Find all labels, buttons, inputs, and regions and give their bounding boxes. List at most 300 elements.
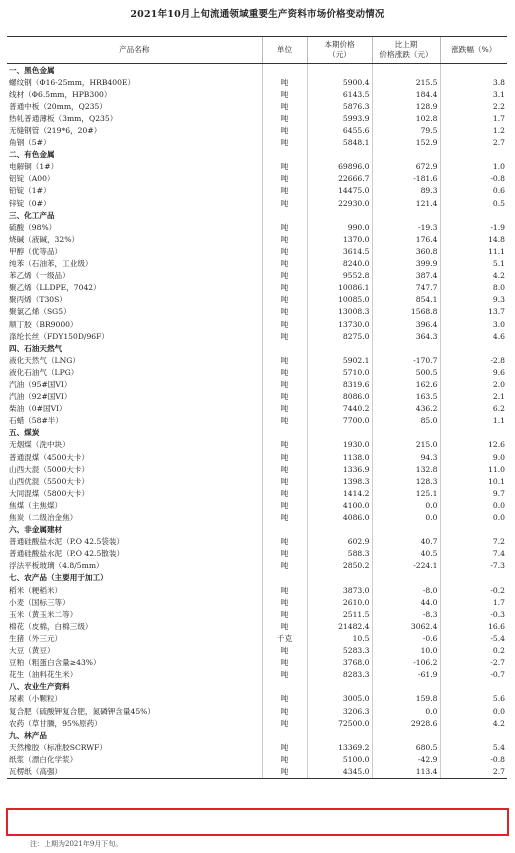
change-cell: 387.4 [372,270,440,282]
price-cell: 2850.2 [307,560,372,572]
empty-cell [372,64,440,77]
price-cell: 72500.0 [307,717,372,729]
table-row [7,366,507,378]
product-name: 热轧普通薄板（3mm，Q235） [9,113,118,123]
table-row [7,499,507,511]
header-price: 本期价格 （元） [307,37,372,64]
table-row [7,717,507,729]
unit-cell: 吨 [262,233,307,245]
price-cell: 10.5 [307,632,372,644]
product-name: 焦炭（二级冶金焦） [9,513,78,523]
unit-cell: 吨 [262,306,307,318]
table-row [7,765,507,778]
category-row [7,64,507,77]
price-cell: 10085.0 [307,294,372,306]
header-pct: 涨跌幅（%） [440,37,507,64]
product-name: 花生（油料花生米） [9,670,78,680]
product-name: 山西大混（5000大卡） [9,464,90,474]
table-row [7,221,507,233]
change-cell: 44.0 [372,596,440,608]
unit-cell: 吨 [262,741,307,753]
product-name: 电解铜（1#） [9,162,59,172]
table-row [7,124,507,136]
empty-cell [440,524,507,536]
price-cell: 7700.0 [307,415,372,427]
product-name: 普通中板（20mm，Q235） [9,101,107,111]
unit-cell: 吨 [262,258,307,270]
change-cell: 500.5 [372,366,440,378]
pct-cell: 12.6 [440,439,507,451]
product-name: 聚丙烯（T30S） [9,295,67,305]
unit-cell: 吨 [262,76,307,88]
product-name: 液化石油气（LPG） [9,367,79,377]
empty-cell [440,427,507,439]
product-name: 液化天然气（LNG） [9,355,80,365]
pct-cell: -5.4 [440,632,507,644]
unit-cell: 吨 [262,161,307,173]
pct-cell: -2.7 [440,657,507,669]
product-name: 柴油（0#国VI） [9,404,67,414]
change-cell: 132.8 [372,463,440,475]
price-cell: 5100.0 [307,753,372,765]
price-cell: 5902.1 [307,354,372,366]
pct-cell: 0.0 [440,499,507,511]
unit-cell: 吨 [262,415,307,427]
change-cell: 89.3 [372,185,440,197]
change-cell: 163.5 [372,391,440,403]
table-row [7,318,507,330]
category-row [7,342,507,354]
pct-cell: 16.6 [440,620,507,632]
pct-cell: 1.0 [440,161,507,173]
change-cell: 162.6 [372,378,440,390]
change-cell: 215.0 [372,439,440,451]
price-cell: 5900.4 [307,76,372,88]
price-cell: 7440.2 [307,403,372,415]
table-row [7,511,507,523]
table-header-row [7,37,507,64]
category-row [7,427,507,439]
change-cell: 854.1 [372,294,440,306]
pct-cell: 5.6 [440,693,507,705]
product-name: 纸浆（漂白化学浆） [9,754,78,764]
price-cell: 1398.3 [307,475,372,487]
product-name: 苯乙烯（一级品） [9,271,70,281]
table-row [7,741,507,753]
change-cell: -8.0 [372,584,440,596]
product-name: 小麦（国标三等） [9,597,70,607]
table-row [7,548,507,560]
table-row [7,354,507,366]
empty-cell [307,572,372,584]
table-row [7,620,507,632]
table-row [7,197,507,209]
change-cell: 0.0 [372,499,440,511]
table-row [7,233,507,245]
price-cell: 3206.3 [307,705,372,717]
price-cell: 21482.4 [307,620,372,632]
price-cell: 2511.5 [307,608,372,620]
table-row [7,560,507,572]
pct-cell: 5.1 [440,258,507,270]
unit-cell: 吨 [262,620,307,632]
pct-cell: 10.1 [440,475,507,487]
table-row [7,161,507,173]
unit-cell: 吨 [262,596,307,608]
unit-cell: 吨 [262,548,307,560]
price-cell: 4100.0 [307,499,372,511]
change-cell: 672.9 [372,161,440,173]
empty-cell [440,149,507,161]
pct-cell: -0.2 [440,584,507,596]
unit-cell: 吨 [262,705,307,717]
category-label: 四、石油天然气 [9,343,63,353]
change-cell: 364.3 [372,330,440,342]
change-cell: 184.4 [372,88,440,100]
empty-cell [307,149,372,161]
table-row [7,330,507,342]
product-name: 角钢（5#） [9,138,51,148]
product-name: 聚乙烯（LLDPE，7042） [9,283,101,293]
product-name: 农药（草甘膦，95%原药） [9,718,102,728]
page-title: 2021年10月上旬流通领域重要生产资料市场价格变动情况 [130,9,385,20]
price-cell: 8319.6 [307,378,372,390]
table-row [7,76,507,88]
unit-cell: 吨 [262,560,307,572]
pct-cell: 7.2 [440,536,507,548]
change-cell: 10.0 [372,645,440,657]
change-cell: 40.7 [372,536,440,548]
table-row [7,596,507,608]
product-name: 纯苯（石油苯，工业级） [9,259,93,269]
header-unit: 单位 [262,37,307,64]
unit-cell: 吨 [262,282,307,294]
unit-cell: 千克 [262,632,307,644]
footnote: 注：上期为2021年9月下旬。 [30,840,123,848]
pct-cell: 11.0 [440,463,507,475]
price-cell: 6143.5 [307,88,372,100]
table-row [7,669,507,681]
price-cell: 22666.7 [307,173,372,185]
table-row [7,391,507,403]
empty-cell [262,149,307,161]
empty-cell [262,729,307,741]
price-cell: 13730.0 [307,318,372,330]
price-cell: 3873.0 [307,584,372,596]
price-cell: 5876.3 [307,100,372,112]
price-cell: 1336.9 [307,463,372,475]
unit-cell: 吨 [262,608,307,620]
change-cell: -106.2 [372,657,440,669]
table-row [7,584,507,596]
product-name: 尿素（小颗粒） [9,694,63,704]
product-name: 天然橡胶（标准胶SCRWF） [9,742,107,752]
change-cell: -19.3 [372,221,440,233]
price-cell: 3768.0 [307,657,372,669]
table-row [7,632,507,644]
product-name: 铝锭（A00） [9,174,55,184]
table-row [7,100,507,112]
category-label: 一、黑色金属 [9,65,55,75]
price-cell: 990.0 [307,221,372,233]
table-row [7,173,507,185]
empty-cell [440,342,507,354]
price-cell: 602.9 [307,536,372,548]
pct-cell: 6.2 [440,403,507,415]
category-label: 八、农业生产资料 [9,682,70,692]
table-row [7,282,507,294]
change-cell: -0.6 [372,632,440,644]
change-cell: 436.2 [372,403,440,415]
product-name: 涤纶长丝（FDY150D/96F） [9,331,110,341]
price-cell: 13369.2 [307,741,372,753]
product-name: 螺纹钢（Φ16-25mm，HRB400E） [9,77,136,87]
unit-cell: 吨 [262,185,307,197]
price-cell: 9552.8 [307,270,372,282]
unit-cell: 吨 [262,451,307,463]
price-cell: 6455.6 [307,124,372,136]
product-name: 普通硅酸盐水泥（P.O 42.5袋装） [9,537,125,547]
change-cell: -42.9 [372,753,440,765]
unit-cell: 吨 [262,717,307,729]
change-cell: 1568.8 [372,306,440,318]
price-cell: 3614.5 [307,245,372,257]
unit-cell: 吨 [262,366,307,378]
pct-cell: 5.4 [440,741,507,753]
category-label: 六、非金属建材 [9,525,63,535]
table-row [7,439,507,451]
pct-cell: 3.0 [440,318,507,330]
product-name: 瓦楞纸（高强） [7,765,262,778]
unit-cell: 吨 [262,88,307,100]
empty-cell [440,572,507,584]
product-name: 大豆（黄豆） [9,646,55,656]
category-row [7,681,507,693]
change-cell: -224.1 [372,560,440,572]
pct-cell: -0.7 [440,669,507,681]
table-row [7,185,507,197]
unit-cell: 吨 [262,330,307,342]
unit-cell: 吨 [262,753,307,765]
table-row [7,306,507,318]
table-row [7,753,507,765]
product-name: 聚氯乙烯（SG5） [9,307,71,317]
product-name: 复合肥（硫酸钾复合肥，氮磷钾含量45%） [9,706,155,716]
table-row [7,137,507,149]
change-cell: 152.9 [372,137,440,149]
price-cell: 2610.0 [307,596,372,608]
empty-cell [372,572,440,584]
empty-cell [440,729,507,741]
table-row [7,258,507,270]
empty-cell [372,681,440,693]
product-name: 甲醇（优等品） [9,246,63,256]
table-row [7,463,507,475]
pct-cell: 9.6 [440,366,507,378]
product-name: 汽油（92#国VI） [9,392,72,402]
pct-cell: 0.0 [440,705,507,717]
unit-cell: 吨 [262,499,307,511]
change-cell: 2928.6 [372,717,440,729]
pct-cell: -0.8 [440,173,507,185]
price-cell: 14475.0 [307,185,372,197]
product-name: 烧碱（液碱，32%） [9,234,80,244]
pct-cell: 0.5 [440,197,507,209]
category-label: 五、煤炭 [9,428,40,438]
change-cell: 94.3 [372,451,440,463]
pct-cell: 2.7 [440,765,507,778]
price-cell: 69896.0 [307,161,372,173]
empty-cell [307,209,372,221]
table-row [7,451,507,463]
empty-cell [262,681,307,693]
table-row [7,245,507,257]
product-name: 浮法平板玻璃（4.8/5mm） [9,561,104,571]
unit-cell: 吨 [262,270,307,282]
change-cell: 176.4 [372,233,440,245]
product-name: 线材（Φ6.5mm，HPB300） [9,89,112,99]
product-name: 石蜡（58#半） [9,416,63,426]
price-cell: 5993.9 [307,112,372,124]
change-cell: 121.4 [372,197,440,209]
pct-cell: -7.3 [440,560,507,572]
empty-cell [262,524,307,536]
unit-cell: 吨 [262,475,307,487]
table-row [7,270,507,282]
change-cell: 40.5 [372,548,440,560]
empty-cell [307,342,372,354]
price-cell: 1414.2 [307,487,372,499]
pct-cell: 0.2 [440,645,507,657]
empty-cell [307,64,372,77]
pct-cell: -0.3 [440,608,507,620]
price-cell: 4086.0 [307,511,372,523]
change-cell: 747.7 [372,282,440,294]
table-row [7,415,507,427]
product-name: 山西优混（5500大卡） [9,476,90,486]
category-row [7,209,507,221]
pct-cell: 4.2 [440,717,507,729]
price-cell: 5848.1 [307,137,372,149]
category-row [7,149,507,161]
price-cell: 10086.1 [307,282,372,294]
price-cell: 8275.0 [307,330,372,342]
product-name: 玉米（黄玉米二等） [9,609,78,619]
product-name: 普通硅酸盐水泥（P.O 42.5散装） [9,549,125,559]
table-row [7,608,507,620]
table-row [7,487,507,499]
unit-cell: 吨 [262,536,307,548]
empty-cell [440,209,507,221]
pct-cell: 11.1 [440,245,507,257]
table-body [7,64,507,779]
unit-cell: 吨 [262,318,307,330]
product-name: 汽油（95#国VI） [9,379,72,389]
pct-cell: 0.6 [440,185,507,197]
change-cell: 360.8 [372,245,440,257]
empty-cell [372,209,440,221]
change-cell: 102.8 [372,112,440,124]
price-cell: 8283.3 [307,669,372,681]
unit-cell: 吨 [262,378,307,390]
empty-cell [307,524,372,536]
empty-cell [262,342,307,354]
pct-cell: 1.1 [440,415,507,427]
unit-cell: 吨 [262,173,307,185]
empty-cell [440,64,507,77]
product-name: 棉花（皮棉，白棉三级） [9,621,93,631]
unit-cell: 吨 [262,487,307,499]
price-cell: 1930.0 [307,439,372,451]
empty-cell [262,427,307,439]
change-cell: 128.9 [372,100,440,112]
table-row [7,378,507,390]
change-cell: 215.5 [372,76,440,88]
category-row [7,572,507,584]
empty-cell [372,427,440,439]
pct-cell: 0.0 [440,511,507,523]
unit-cell: 吨 [262,693,307,705]
price-cell: 5283.3 [307,645,372,657]
price-cell: 4345.0 [307,765,372,778]
price-cell: 3005.0 [307,693,372,705]
product-name: 大同混煤（5800大卡） [9,488,90,498]
pct-cell: 9.3 [440,294,507,306]
change-cell: 396.4 [372,318,440,330]
pct-cell: 13.7 [440,306,507,318]
empty-cell [440,681,507,693]
unit-cell: 吨 [262,765,307,778]
empty-cell [372,149,440,161]
product-name: 稻米（粳稻米） [9,585,63,595]
price-cell: 8240.0 [307,258,372,270]
product-name: 无烟煤（洗中块） [9,440,70,450]
change-cell: -61.9 [372,669,440,681]
change-cell: 3062.4 [372,620,440,632]
unit-cell: 吨 [262,511,307,523]
table-row [7,475,507,487]
price-cell: 1138.0 [307,451,372,463]
unit-cell: 吨 [262,584,307,596]
unit-cell: 吨 [262,197,307,209]
pct-cell: 9.7 [440,487,507,499]
pct-cell: 7.4 [440,548,507,560]
unit-cell: 吨 [262,669,307,681]
unit-cell: 吨 [262,354,307,366]
table-row [7,645,507,657]
unit-cell: 吨 [262,439,307,451]
unit-cell: 吨 [262,221,307,233]
category-label: 二、有色金属 [9,150,55,160]
price-cell: 1370.0 [307,233,372,245]
unit-cell: 吨 [262,245,307,257]
pct-cell: 14.8 [440,233,507,245]
pct-cell: 1.7 [440,596,507,608]
product-name: 锌锭（0#） [9,198,51,208]
unit-cell: 吨 [262,403,307,415]
product-name: 铅锭（1#） [9,186,51,196]
price-cell: 8086.0 [307,391,372,403]
empty-cell [262,64,307,77]
change-cell: -8.3 [372,608,440,620]
change-cell: 128.3 [372,475,440,487]
empty-cell [372,729,440,741]
pct-cell: 9.0 [440,451,507,463]
pct-cell: 2.0 [440,378,507,390]
price-cell: 588.3 [307,548,372,560]
change-cell: 79.5 [372,124,440,136]
product-name: 顺丁胶（BR9000） [9,319,78,329]
